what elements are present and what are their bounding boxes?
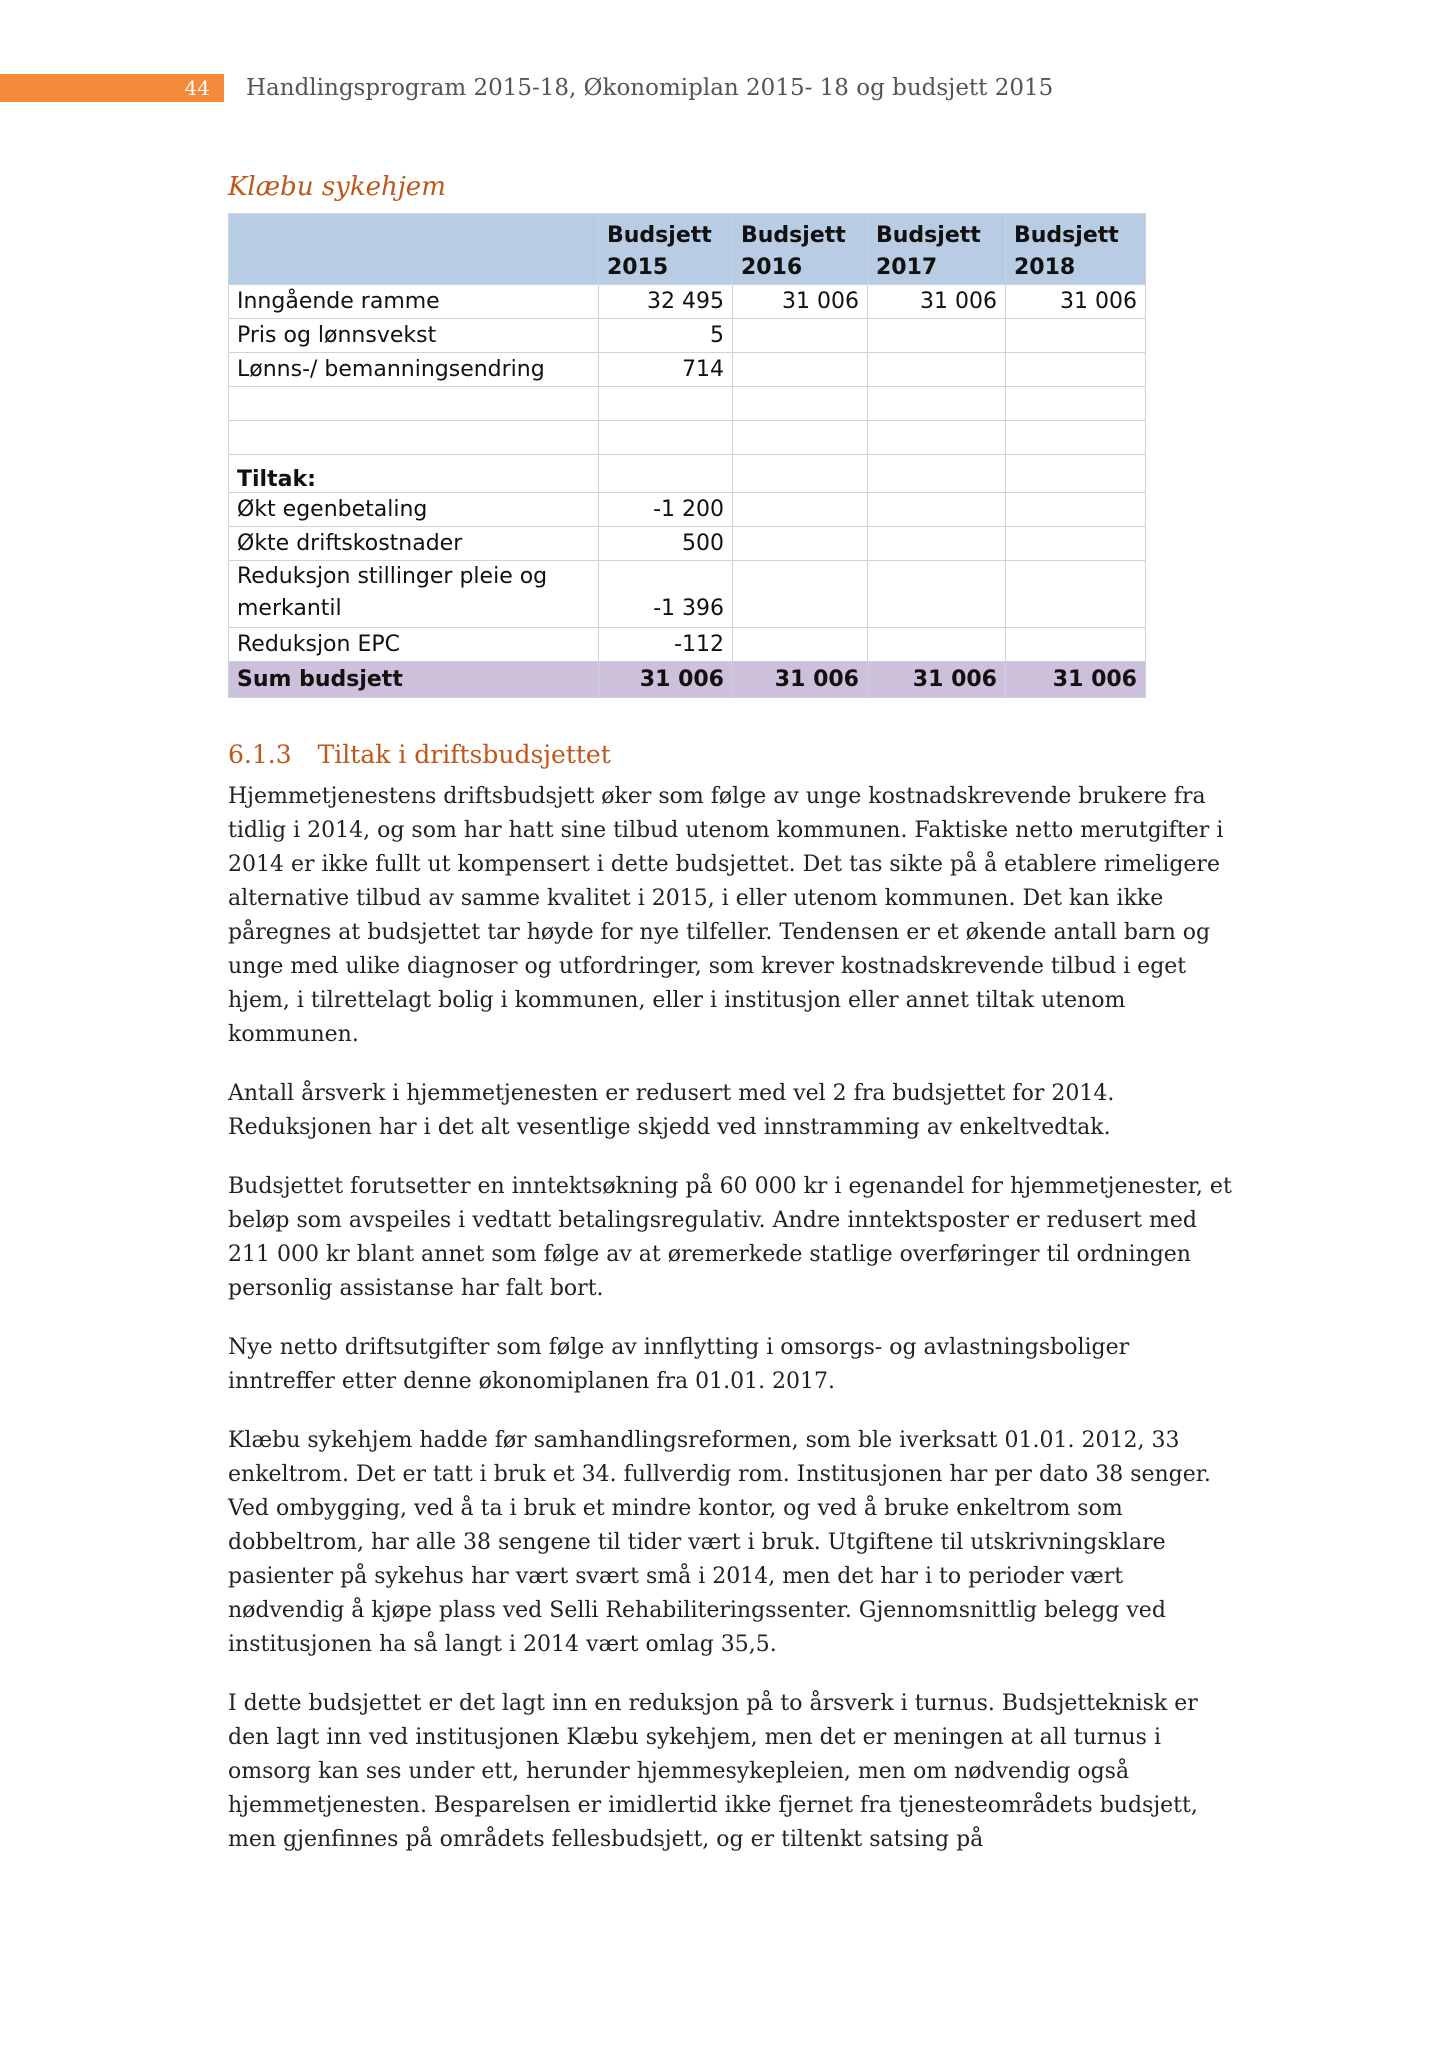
- cell-2017: [868, 387, 1006, 421]
- cell-2017: [868, 319, 1006, 353]
- sum-2015: 31 006: [599, 662, 733, 698]
- table-row: [229, 493, 1146, 527]
- cell-2018: [1006, 527, 1146, 561]
- table-row: [229, 421, 1146, 455]
- paragraph: Antall årsverk i hjemmetjenesten er redusert med vel 2 fra budsjettet for 2014. Reduksjonen har i det alt vesentlige skjedd ved innstramming av enkeltvedtak.: [228, 1081, 1115, 1140]
- paragraph: Hjemmetjenestens driftsbudsjett øker som følge av unge kostnadskrevende brukere fra tidlig i 2014, og som har hatt sine tilbud utenom kommunen. Faktiske netto merutgifter i 2014 er ikke fullt ut kompensert i dette budsjettet. Det tas sikte på å etablere rimeligere alternative tilbud av samme kvalitet i 2015, i eller utenom kommunen. Det kan ikke påregnes at budsjettet tar høyde for nye tilfeller. Tendensen er et økende antall barn og unge med ulike diagnoser og utfordringer, som krever kostnadskrevende tilbud i eget hjem, i tilrettelagt bolig i kommunen, eller i institusjon eller annet tiltak utenom kommunen.: [228, 784, 1224, 1047]
- cell-2016: [733, 387, 868, 421]
- page-number: 44: [0, 74, 224, 102]
- cell-2017: [868, 527, 1006, 561]
- column-header-2018: Budsjett 2018: [1006, 214, 1146, 285]
- cell-2015: -1 200: [599, 493, 733, 527]
- table-row: [229, 561, 1146, 628]
- table-row: [229, 285, 1146, 319]
- table-row: [229, 387, 1146, 421]
- cell-2018: [1006, 319, 1146, 353]
- sum-2016: 31 006: [733, 662, 868, 698]
- table-title: Klæbu sykehjem: [228, 172, 446, 202]
- cell-2017: [868, 421, 1006, 455]
- cell-2015: -1 396: [599, 561, 733, 628]
- row-label: Inngående ramme: [229, 285, 599, 319]
- cell-2016: [733, 493, 868, 527]
- column-header-label: [229, 214, 599, 285]
- paragraph: I dette budsjettet er det lagt inn en reduksjon på to årsverk i turnus. Budsjetteknisk er den lagt inn ved institusjonen Klæbu sykehjem, men det er meningen at all turnus i omsorg kan ses under ett, herunder hjemmesykepleien, men om nødvendig også hjemmetjenesten. Besparelsen er imidlertid ikke fjernet fra tjenesteområdets budsjett, men gjenfinnes på områdets fellesbudsjett, og er tiltenkt satsing på: [228, 1691, 1198, 1852]
- cell-2015: 32 495: [599, 285, 733, 319]
- cell-2015: [599, 421, 733, 455]
- sum-2018: 31 006: [1006, 662, 1146, 698]
- sum-label: Sum budsjett: [229, 662, 599, 698]
- cell-2018: [1006, 421, 1146, 455]
- cell-2016: 31 006: [733, 285, 868, 319]
- row-label-tiltak: Tiltak:: [229, 455, 599, 493]
- cell-2018: [1006, 455, 1146, 493]
- table-row: [229, 527, 1146, 561]
- column-header-2015: Budsjett 2015: [599, 214, 733, 285]
- table-row: [229, 628, 1146, 662]
- section-number: 6.1.3: [228, 740, 292, 769]
- paragraph: Nye netto driftsutgifter som følge av innflytting i omsorgs- og avlastningsboliger inntreffer etter denne økonomiplanen fra 01.01. 2017.: [228, 1335, 1130, 1394]
- cell-2015: 714: [599, 353, 733, 387]
- cell-2018: [1006, 387, 1146, 421]
- row-label: [229, 421, 599, 455]
- document-header-title: Handlingsprogram 2015-18, Økonomiplan 2015- 18 og budsjett 2015: [246, 75, 1054, 101]
- cell-2016: [733, 628, 868, 662]
- cell-2017: [868, 628, 1006, 662]
- paragraph: Budsjettet forutsetter en inntektsøkning på 60 000 kr i egenandel for hjemmetjenester, et beløp som avspeiles i vedtatt betalingsregulativ. Andre inntektsposter er redusert med 211 000 kr blant annet som følge av at øremerkede statlige overføringer til ordningen personlig assistanse har falt bort.: [228, 1174, 1232, 1301]
- paragraph: Klæbu sykehjem hadde før samhandlingsreformen, som ble iverksatt 01.01. 2012, 33 enkeltrom. Det er tatt i bruk et 34. fullverdig rom. Institusjonen har per dato 38 senger. Ved ombygging, ved å ta i bruk et mindre kontor, og ved å bruke enkeltrom som dobbeltrom, har alle 38 sengene til tider vært i bruk. Utgiftene til utskrivningsklare pasienter på sykehus har vært svært små i 2014, men det har i to perioder vært nødvendig å kjøpe plass ved Selli Rehabiliteringssenter. Gjennomsnittlig belegg ved institusjonen ha så langt i 2014 vært omlag 35,5.: [228, 1428, 1211, 1657]
- row-label: Lønns-/ bemanningsendring: [229, 353, 599, 387]
- row-label: [229, 387, 599, 421]
- cell-2016: [733, 353, 868, 387]
- row-label: Økte driftskostnader: [229, 527, 599, 561]
- table-row: [229, 353, 1146, 387]
- table-row: [229, 319, 1146, 353]
- cell-2018: [1006, 628, 1146, 662]
- cell-2015: -112: [599, 628, 733, 662]
- table-header-row: [229, 214, 1146, 285]
- column-header-2016: Budsjett 2016: [733, 214, 868, 285]
- column-header-2017: Budsjett 2017: [868, 214, 1006, 285]
- cell-2017: [868, 353, 1006, 387]
- cell-2018: [1006, 561, 1146, 628]
- cell-2018: [1006, 493, 1146, 527]
- section-title: Tiltak i driftsbudsjettet: [317, 740, 611, 769]
- cell-2017: [868, 561, 1006, 628]
- cell-2017: [868, 493, 1006, 527]
- cell-2015: 500: [599, 527, 733, 561]
- cell-2016: [733, 319, 868, 353]
- cell-2016: [733, 527, 868, 561]
- cell-2016: [733, 561, 868, 628]
- cell-2018: 31 006: [1006, 285, 1146, 319]
- budget-table: [228, 213, 1146, 698]
- section-heading: [228, 740, 611, 769]
- row-label: Reduksjon stillinger pleie og merkantil: [229, 561, 599, 628]
- cell-2015: [599, 387, 733, 421]
- cell-2016: [733, 455, 868, 493]
- cell-2017: 31 006: [868, 285, 1006, 319]
- body-text: [228, 780, 1238, 1882]
- row-label: Økt egenbetaling: [229, 493, 599, 527]
- sum-2017: 31 006: [868, 662, 1006, 698]
- cell-2015: 5: [599, 319, 733, 353]
- table-row: [229, 455, 1146, 493]
- cell-2018: [1006, 353, 1146, 387]
- row-label: Reduksjon EPC: [229, 628, 599, 662]
- cell-2015: [599, 455, 733, 493]
- cell-2016: [733, 421, 868, 455]
- row-label: Pris og lønnsvekst: [229, 319, 599, 353]
- sum-row: [229, 662, 1146, 698]
- cell-2017: [868, 455, 1006, 493]
